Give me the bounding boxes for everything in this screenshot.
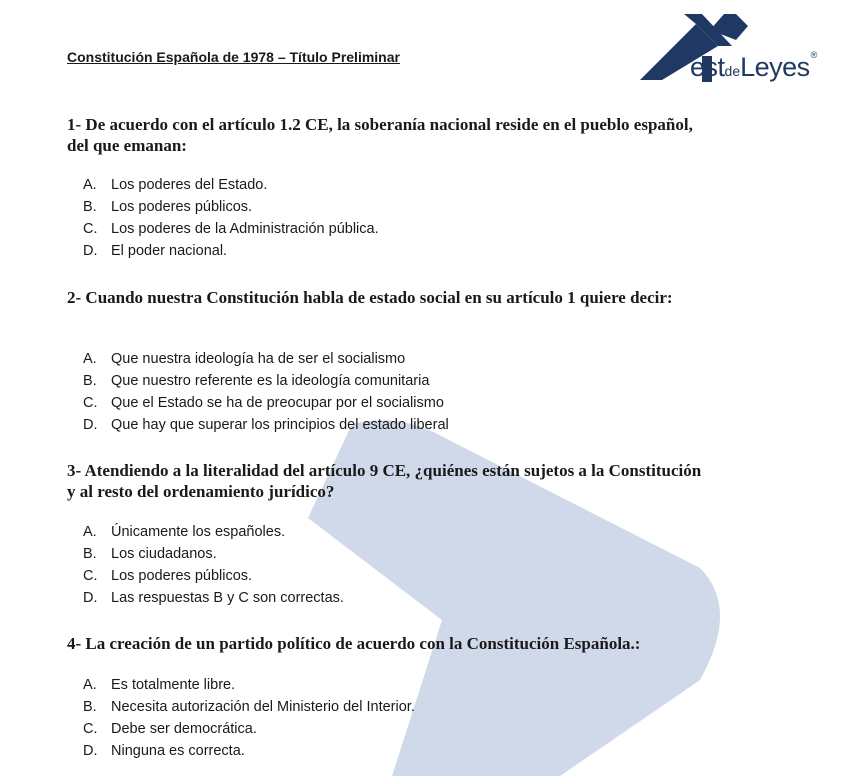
- logo-wordmark: [690, 52, 816, 83]
- option-text: Que hay que superar los principios del estado liberal: [111, 417, 449, 433]
- option-text: Los poderes del Estado.: [111, 177, 268, 193]
- options-list: [83, 521, 344, 609]
- option-letter: A.: [83, 524, 97, 540]
- option-letter: C.: [83, 221, 98, 237]
- option-text: Únicamente los españoles.: [111, 524, 286, 540]
- logo-text-est: est: [690, 52, 725, 82]
- option-c[interactable]: [83, 565, 344, 587]
- option-a[interactable]: [83, 674, 415, 696]
- option-text: Debe ser democrática.: [111, 721, 257, 737]
- option-b[interactable]: [83, 196, 379, 218]
- option-text: Los poderes públicos.: [111, 568, 253, 584]
- option-text: Que el Estado se ha de preocupar por el socialismo: [111, 395, 444, 411]
- option-letter: B.: [83, 373, 97, 389]
- option-text: Que nuestra ideología ha de ser el socialismo: [111, 351, 406, 367]
- option-letter: C.: [83, 395, 98, 411]
- option-c[interactable]: [83, 718, 415, 740]
- question-text: 1- De acuerdo con el artículo 1.2 CE, la soberanía nacional reside en el pueblo español, del que emanan:: [67, 115, 693, 155]
- question-3: [67, 460, 707, 606]
- option-text: Ninguna es correcta.: [111, 743, 245, 759]
- document-title: Constitución Española de 1978 – Título Preliminar: [67, 49, 400, 65]
- question-text: 2- Cuando nuestra Constitución habla de estado social en su artículo 1 quiere decir:: [67, 288, 673, 307]
- logo-text-de: de: [724, 63, 741, 79]
- options-list: [83, 174, 379, 262]
- option-d[interactable]: [83, 414, 449, 436]
- option-letter: C.: [83, 568, 98, 584]
- option-d[interactable]: [83, 240, 379, 262]
- option-text: Los ciudadanos.: [111, 546, 217, 562]
- option-text: Las respuestas B y C son correctas.: [111, 590, 344, 606]
- options-list: [83, 674, 415, 762]
- option-text: Los poderes públicos.: [111, 199, 253, 215]
- question-1: [67, 114, 707, 259]
- option-letter: C.: [83, 721, 98, 737]
- option-letter: A.: [83, 677, 97, 693]
- options-list: [83, 348, 449, 436]
- option-text: Es totalmente libre.: [111, 677, 236, 693]
- option-a[interactable]: [83, 521, 344, 543]
- option-letter: B.: [83, 699, 97, 715]
- option-d[interactable]: [83, 587, 344, 609]
- logo-text-leyes: Leyes: [740, 52, 810, 82]
- question-2: [67, 287, 707, 433]
- option-letter: B.: [83, 199, 97, 215]
- option-a[interactable]: [83, 348, 449, 370]
- option-b[interactable]: [83, 543, 344, 565]
- option-b[interactable]: [83, 370, 449, 392]
- option-a[interactable]: [83, 174, 379, 196]
- option-letter: B.: [83, 546, 97, 562]
- option-letter: D.: [83, 417, 98, 433]
- option-d[interactable]: [83, 740, 415, 762]
- option-letter: D.: [83, 590, 98, 606]
- option-c[interactable]: [83, 392, 449, 414]
- question-text: 3- Atendiendo a la literalidad del artículo 9 CE, ¿quiénes están sujetos a la Constitución y al resto del ordenamiento jurídico?: [67, 461, 702, 501]
- option-b[interactable]: [83, 696, 415, 718]
- registered-mark: ®: [810, 50, 818, 60]
- option-text: Los poderes de la Administración pública.: [111, 221, 379, 237]
- option-c[interactable]: [83, 218, 379, 240]
- option-text: Que nuestro referente es la ideología comunitaria: [111, 373, 430, 389]
- question-4: [67, 633, 707, 759]
- option-text: Necesita autorización del Ministerio del Interior.: [111, 699, 415, 715]
- option-letter: D.: [83, 243, 98, 259]
- option-letter: D.: [83, 743, 98, 759]
- question-text: 4- La creación de un partido político de acuerdo con la Constitución Española.:: [67, 634, 641, 653]
- option-letter: A.: [83, 351, 97, 367]
- option-letter: A.: [83, 177, 97, 193]
- option-text: El poder nacional.: [111, 243, 228, 259]
